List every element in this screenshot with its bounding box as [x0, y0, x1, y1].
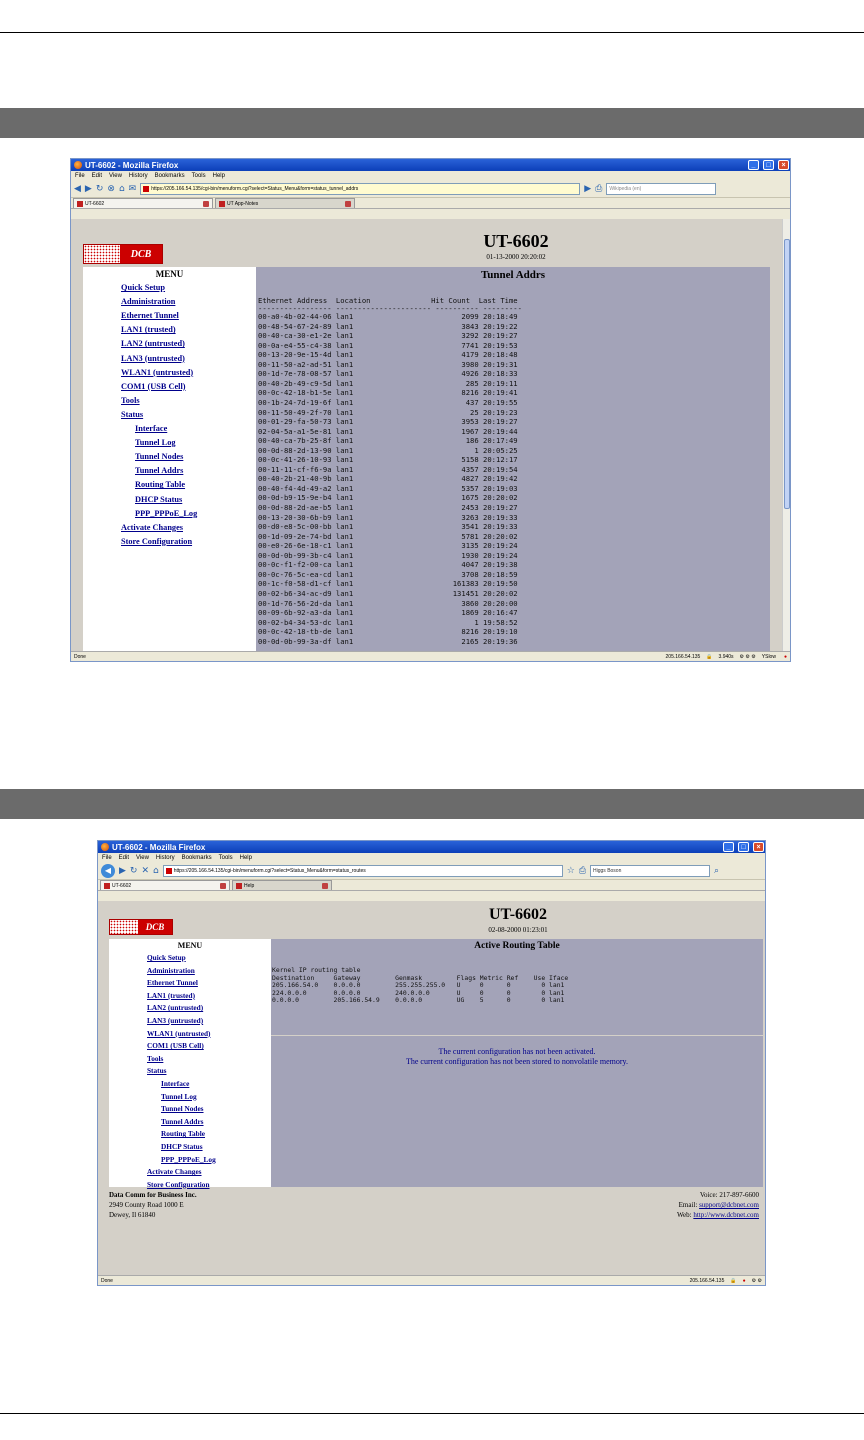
email-link[interactable]: support@dcbnet.com — [699, 1201, 759, 1209]
table-row: 00-0d-88-2d-ae-b5 lan1 2453 20:19:27 — [258, 503, 518, 512]
forward-arrow-icon[interactable]: ▶ — [84, 183, 92, 194]
nav-ethernet-tunnel[interactable]: Ethernet Tunnel — [147, 978, 198, 988]
routing-table-panel — [271, 939, 763, 1187]
url-bar[interactable] — [140, 183, 580, 195]
tab-close-icon[interactable] — [345, 201, 351, 207]
menu-edit[interactable]: Edit — [91, 172, 103, 179]
tab-label: UT-6602 — [112, 882, 132, 889]
nav-administration[interactable]: Administration — [121, 297, 176, 307]
device-date: 02-08-2000 01:23:01 — [488, 926, 548, 934]
table-header: Ethernet Address Location Hit Count Last Time — [258, 296, 518, 305]
tab-favicon — [77, 201, 83, 207]
nav-wlan1-untrusted-[interactable]: WLAN1 (untrusted) — [147, 1028, 211, 1038]
status-nav-interface[interactable]: Interface — [135, 424, 168, 433]
close-button[interactable]: × — [753, 842, 764, 852]
table-row: 00-0d-0b-99-3a-df lan1 2165 20:19:36 — [258, 636, 518, 646]
tab-favicon — [104, 883, 110, 889]
navigation-toolbar — [98, 862, 765, 880]
table-row: 00-13-20-9e-15-4d lan1 4179 20:18:48 — [258, 350, 518, 360]
status-bar — [71, 651, 790, 662]
page-content — [71, 219, 782, 653]
nav-tools[interactable]: Tools — [121, 395, 140, 405]
menu-file[interactable]: File — [75, 172, 85, 179]
back-arrow-icon[interactable]: ◀ — [74, 183, 81, 194]
minimize-button[interactable]: _ — [748, 160, 759, 170]
menu-help[interactable]: Help — [239, 854, 252, 861]
company-name: Data Comm for Business Inc. — [109, 1191, 197, 1199]
nav-activate-changes[interactable]: Activate Changes — [147, 1167, 202, 1177]
menu-history[interactable]: History — [155, 854, 175, 861]
nav-lan3-untrusted-[interactable]: LAN3 (untrusted) — [121, 353, 185, 363]
section-bar-2 — [0, 789, 864, 819]
nav-tools[interactable]: Tools — [147, 1053, 164, 1063]
tab-bar — [98, 880, 765, 891]
addon-icons: ⚙ ⚙ ⚙ — [739, 654, 756, 660]
browser-window-tunnel-addrs — [70, 158, 791, 662]
status-nav-routing-table[interactable]: Routing Table — [161, 1129, 206, 1139]
home-icon[interactable]: ⌂ — [118, 183, 125, 194]
forward-arrow-icon[interactable]: ▶ — [119, 865, 126, 876]
address-line-1: 2949 County Road 1000 E — [109, 1201, 184, 1209]
table-row: 00-d0-e8-5c-00-bb lan1 3541 20:19:33 — [258, 522, 518, 532]
table-row: 00-48-54-67-24-89 lan1 3843 20:19:22 — [258, 321, 518, 331]
status-yslow[interactable]: YSlow — [761, 654, 776, 660]
maximize-button[interactable]: □ — [763, 160, 774, 170]
search-icon[interactable]: ⌕ — [714, 865, 720, 876]
stop-sign-icon: ● — [742, 1278, 746, 1284]
panel-title: Active Routing Table — [474, 941, 560, 951]
url-bar[interactable] — [163, 865, 563, 877]
status-host: 205.166.54.135 — [689, 1278, 725, 1284]
nav-activate-changes[interactable]: Activate Changes — [121, 522, 183, 532]
menu-view[interactable]: View — [136, 854, 149, 861]
nav-ethernet-tunnel[interactable]: Ethernet Tunnel — [121, 311, 179, 321]
navigation-toolbar — [71, 180, 790, 198]
menu-file[interactable]: File — [102, 854, 112, 861]
menu-tools[interactable]: Tools — [218, 854, 233, 861]
site-icon — [143, 186, 149, 192]
panel-title: Tunnel Addrs — [480, 269, 546, 281]
table-row: 00-40-f4-4d-49-a2 lan1 5357 20:19:03 — [258, 483, 518, 493]
vertical-scrollbar-track[interactable] — [782, 219, 791, 653]
status-nav-tunnel-log[interactable]: Tunnel Log — [135, 438, 176, 448]
table-row: 00-a0-4b-02-44-06 lan1 2099 20:18:49 — [258, 312, 518, 321]
tab-close-icon[interactable] — [203, 201, 209, 207]
web-link[interactable]: http://www.dcbnet.com — [693, 1211, 759, 1219]
scroll-thumb[interactable] — [784, 239, 790, 509]
status-bar — [98, 1275, 765, 1286]
bookmark-star-icon[interactable]: ☆ — [566, 865, 575, 876]
nav-lan2-untrusted-[interactable]: LAN2 (untrusted) — [121, 339, 185, 349]
reload-icon[interactable]: ↻ — [95, 183, 104, 194]
table-row: 00-40-2b-49-c9-5d lan1 285 20:19:11 — [258, 378, 518, 388]
email-line — [679, 1201, 759, 1209]
dcb-logo: DCB — [83, 244, 163, 264]
lock-icon: 🔒 — [706, 654, 713, 660]
table-row: 00-02-b6-34-ac-d9 lan1 131451 20:20:02 — [258, 588, 518, 598]
activation-message: The current configuration has not been activated. — [438, 1047, 596, 1056]
nav-store-configuration[interactable]: Store Configuration — [121, 536, 193, 546]
nav-com1-usb-cell-[interactable]: COM1 (USB Cell) — [147, 1041, 204, 1051]
tab-label: Help — [244, 882, 255, 889]
status-host: 205.166.54.135 — [665, 654, 701, 660]
url-text: https://205.166.54.135/cgi-bin/menuform.cgi?select=Status_Menu&form=status_routes — [173, 867, 366, 874]
section-bar-1 — [0, 108, 864, 138]
tab-favicon — [236, 883, 242, 889]
routing-row: 0.0.0.0 205.166.54.9 0.0.0.0 UG 5 0 0 lan1 — [272, 996, 565, 1005]
nav-status[interactable]: Status — [147, 1066, 167, 1076]
search-input[interactable] — [606, 183, 716, 195]
status-nav-ppp-pppoe-log[interactable]: PPP_PPPoE_Log — [135, 508, 198, 518]
menu-bookmarks[interactable]: Bookmarks — [181, 854, 212, 861]
addon-icons: ⚙ ⚙ — [751, 1278, 762, 1284]
tab-label: UT-6602 — [85, 200, 105, 207]
routing-caption: Kernel IP routing table — [272, 966, 361, 974]
table-row: 00-13-20-30-6b-b9 lan1 3263 20:19:33 — [258, 512, 518, 522]
tab-close-icon[interactable] — [322, 883, 328, 889]
tab-favicon — [219, 201, 225, 207]
status-nav-tunnel-addrs[interactable]: Tunnel Addrs — [135, 466, 184, 476]
nav-com1-usb-cell-[interactable]: COM1 (USB Cell) — [121, 381, 186, 391]
table-row: 00-0a-e4-55-c4-38 lan1 7741 20:19:53 — [258, 340, 518, 350]
panel-divider — [271, 1035, 763, 1036]
table-row: 00-0d-0b-99-3b-c4 lan1 1930 20:19:24 — [258, 550, 518, 560]
search-placeholder: Wikipedia (en) — [609, 185, 642, 192]
table-row: 00-0d-b9-15-9e-b4 lan1 1675 20:20:02 — [258, 493, 518, 503]
stop-icon[interactable]: ⊗ — [107, 183, 115, 194]
search-placeholder: Higgs Boson — [593, 867, 622, 874]
status-nav-tunnel-log[interactable]: Tunnel Log — [161, 1091, 197, 1101]
email-label: Email: — [678, 1201, 698, 1209]
table-row: 00-40-2b-21-40-9b lan1 4827 20:19:42 — [258, 474, 518, 484]
url-text: https://205.166.54.135/cgi-bin/menuform.cgi?select=Status_Menu&form=status_tunnel_addrs — [151, 185, 359, 192]
firefox-icon — [74, 161, 82, 169]
nav-administration[interactable]: Administration — [147, 965, 195, 975]
table-row: 00-01-29-fa-50-73 lan1 3953 20:19:27 — [258, 417, 518, 427]
status-nav-dhcp-status[interactable]: DHCP Status — [135, 494, 183, 504]
go-icon[interactable]: ▶ — [584, 183, 592, 194]
table-row: 00-40-ca-30-e1-2e lan1 3292 20:19:27 — [258, 331, 518, 341]
window-title: UT-6602 - Mozilla Firefox — [85, 160, 179, 170]
menu-bar — [98, 853, 765, 862]
status-nav-tunnel-addrs[interactable]: Tunnel Addrs — [161, 1116, 204, 1126]
table-row: 00-02-b4-34-53-dc lan1 1 19:58:52 — [258, 617, 518, 627]
dcb-logo: DCB — [109, 919, 173, 935]
tab-label: UT App-Notes — [227, 200, 259, 207]
table-row: 00-1d-76-56-2d-da lan1 3860 20:20:00 — [258, 598, 518, 608]
device-date: 01-13-2000 20:20:02 — [486, 253, 546, 261]
menu-edit[interactable]: Edit — [118, 854, 130, 861]
browser-window-routing-table — [97, 840, 766, 1286]
menu-heading: MENU — [155, 269, 184, 279]
status-nav-interface[interactable]: Interface — [161, 1079, 190, 1088]
close-button[interactable]: × — [778, 160, 789, 170]
tab-ut6602[interactable] — [100, 880, 230, 890]
status-text: Done — [74, 654, 86, 660]
routing-row: 205.166.54.0 0.0.0.0 255.255.255.0 U 0 0 0 lan1 — [272, 981, 565, 990]
table-row: 00-1c-f0-58-d1-cf lan1 161383 20:19:50 — [258, 579, 518, 589]
table-row: 00-11-11-cf-f6-9a lan1 4357 20:19:54 — [258, 464, 518, 474]
nav-lan3-untrusted-[interactable]: LAN3 (untrusted) — [147, 1016, 204, 1025]
web-label: Web: — [676, 1211, 692, 1219]
web-line — [677, 1211, 759, 1219]
page-content — [98, 901, 765, 1275]
menu-tools[interactable]: Tools — [191, 172, 206, 179]
footer — [109, 1189, 763, 1273]
print-icon[interactable]: ⎙ — [578, 865, 587, 876]
menu-sidebar — [109, 939, 271, 1187]
nav-quick-setup[interactable]: Quick Setup — [147, 953, 186, 962]
table-row: 00-09-6b-92-a3-da lan1 1869 20:16:47 — [258, 608, 518, 618]
tab-close-icon[interactable] — [220, 883, 226, 889]
nav-store-configuration[interactable]: Store Configuration — [147, 1179, 210, 1189]
home-icon[interactable]: ⌂ — [153, 865, 159, 876]
table-row: 00-0c-f1-f2-00-ca lan1 4047 20:19:38 — [258, 560, 518, 570]
table-row: 00-40-ca-7b-25-8f lan1 186 20:17:49 — [258, 436, 518, 446]
title-bar — [71, 159, 790, 171]
reload-icon[interactable]: ↻ — [129, 865, 138, 876]
menu-sidebar — [83, 267, 256, 653]
tab-bar — [71, 198, 790, 209]
table-row: 00-11-50-a2-ad-51 lan1 3980 20:19:31 — [258, 359, 518, 369]
menu-help[interactable]: Help — [212, 172, 225, 179]
status-text: Done — [101, 1278, 113, 1284]
tunnel-addrs-panel — [256, 267, 770, 653]
table-row: 02-04-5a-a1-5e-81 lan1 1967 20:19:44 — [258, 426, 518, 436]
nav-lan1-trusted-[interactable]: LAN1 (trusted) — [147, 990, 196, 1000]
nav-quick-setup[interactable]: Quick Setup — [121, 283, 166, 292]
nav-lan1-trusted-[interactable]: LAN1 (trusted) — [121, 325, 176, 335]
table-row: 00-0c-42-18-tb-de lan1 8216 20:19:10 — [258, 627, 518, 637]
back-arrow-icon[interactable]: ◀ — [101, 864, 115, 878]
firefox-icon — [101, 843, 109, 851]
tab-app-notes[interactable] — [215, 198, 355, 208]
stop-icon[interactable]: ✕ — [141, 865, 150, 876]
status-nav-tunnel-nodes[interactable]: Tunnel Nodes — [135, 452, 184, 462]
window-title: UT-6602 - Mozilla Firefox — [112, 842, 206, 852]
table-row: 00-11-50-49-2f-70 lan1 25 20:19:23 — [258, 407, 518, 417]
site-icon — [166, 868, 172, 874]
search-input[interactable] — [590, 865, 710, 877]
table-row: 00-e0-26-6e-18-c1 lan1 3135 20:19:24 — [258, 541, 518, 551]
voice-line: Voice: 217-897-6600 — [699, 1191, 759, 1199]
menu-bar — [71, 171, 790, 180]
table-row: 00-0c-76-5c-ea-cd lan1 3708 20:18:59 — [258, 569, 518, 579]
menu-history[interactable]: History — [128, 172, 148, 179]
table-row: 00-1d-7e-78-08-57 lan1 4926 20:18:33 — [258, 369, 518, 379]
menu-bookmarks[interactable]: Bookmarks — [154, 172, 185, 179]
table-rule: ----------------- ---------------------- ---------- --------- — [258, 304, 522, 313]
bottom-rule — [0, 1413, 864, 1414]
nav-status[interactable]: Status — [121, 409, 144, 419]
stop-sign-icon: ● — [783, 654, 787, 660]
status-nav-routing-table[interactable]: Routing Table — [135, 480, 186, 490]
storage-message: The current configuration has not been stored to nonvolatile memory. — [405, 1057, 629, 1066]
lock-icon: 🔒 — [730, 1278, 737, 1284]
mail-icon[interactable]: ✉ — [128, 183, 137, 194]
status-nav-dhcp-status[interactable]: DHCP Status — [161, 1142, 203, 1151]
top-rule — [0, 32, 864, 33]
status-nav-tunnel-nodes[interactable]: Tunnel Nodes — [161, 1104, 204, 1114]
print-icon[interactable]: ⎙ — [595, 183, 603, 194]
address-line-2: Dewey, Il 61840 — [109, 1211, 156, 1219]
tab-ut6602[interactable] — [73, 198, 213, 208]
page-title: UT-6602 — [488, 906, 548, 923]
table-row: 00-0d-88-2d-13-90 lan1 1 20:05:25 — [258, 445, 518, 455]
status-nav-ppp-pppoe-log[interactable]: PPP_PPPoE_Log — [161, 1154, 216, 1164]
nav-lan2-untrusted-[interactable]: LAN2 (untrusted) — [147, 1003, 204, 1013]
tab-help[interactable] — [232, 880, 332, 890]
title-bar — [98, 841, 765, 853]
status-time: 3.940s — [718, 654, 734, 660]
table-row: 00-1b-24-7d-19-6f lan1 437 20:19:55 — [258, 397, 518, 407]
routing-row: 224.0.0.0 0.0.0.0 240.0.0.0 U 0 0 0 lan1 — [272, 988, 565, 997]
table-row: 00-0c-42-18-b1-5e lan1 8216 20:19:41 — [258, 388, 518, 398]
page-title: UT-6602 — [483, 231, 549, 251]
menu-view[interactable]: View — [109, 172, 122, 179]
maximize-button[interactable]: □ — [738, 842, 749, 852]
table-row: 00-1d-09-2e-74-bd lan1 5781 20:20:02 — [258, 531, 518, 541]
nav-wlan1-untrusted-[interactable]: WLAN1 (untrusted) — [121, 367, 194, 377]
minimize-button[interactable]: _ — [723, 842, 734, 852]
table-row: 00-0c-41-26-10-93 lan1 5158 20:12:17 — [258, 455, 518, 465]
routing-header: Destination Gateway Genmask Flags Metric Ref Use Iface — [272, 973, 569, 982]
menu-heading: MENU — [177, 941, 203, 950]
